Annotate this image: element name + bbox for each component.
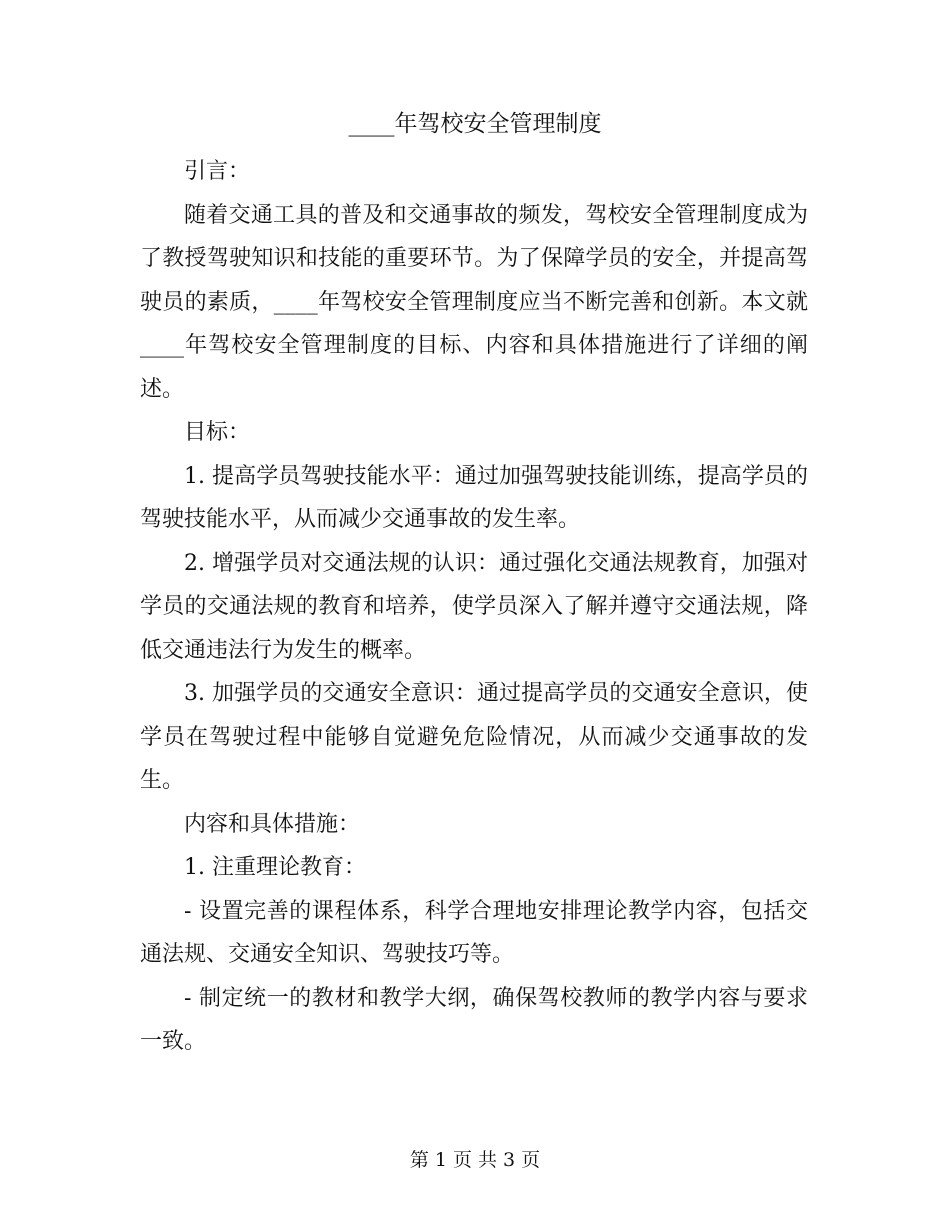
measure-bullet-1: - 设置完善的课程体系，科学合理地安排理论教学内容，包括交通法规、交通安全知识、驾驶技巧等。 [140,898,808,967]
section-heading-introduction: 引言： [184,159,251,184]
document-body [140,150,808,1064]
goal-item-3: 3. 加强学员的交通安全意识：通过提高学员的交通安全意识，使学员在驾驶过程中能够自觉避免危险情况，从而减少交通事故的发生。 [140,681,808,793]
document-title: ____年驾校安全管理制度 [348,111,602,137]
measure-heading-1: 1. 注重理论教育： [184,855,366,880]
section-heading-content-measures: 内容和具体措施： [184,811,361,837]
section-heading-goals: 目标： [184,420,251,445]
goal-item-1: 1. 提高学员驾驶技能水平：通过加强驾驶技能训练，提高学员的驾驶技能水平，从而减少交通事故的发生率。 [140,463,808,532]
measure-bullet-2: - 制定统一的教材和教学大纲，确保驾校教师的教学内容与要求一致。 [140,985,808,1054]
page-footer: 第 1 页 共 3 页 [409,1149,541,1171]
introduction-paragraph: 随着交通工具的普及和交通事故的频发，驾校安全管理制度成为了教授驾驶知识和技能的重要环节。为了保障学员的安全，并提高驾驶员的素质，____年驾校安全管理制度应当不断完善和创新。本文就____年驾校安全管理制度的目标、内容和具体措施进行了详细的阐述。 [140,202,808,402]
goal-item-2: 2. 增强学员对交通法规的认识：通过强化交通法规教育，加强对学员的交通法规的教育和培养，使学员深入了解并遵守交通法规，降低交通违法行为发生的概率。 [140,550,808,663]
